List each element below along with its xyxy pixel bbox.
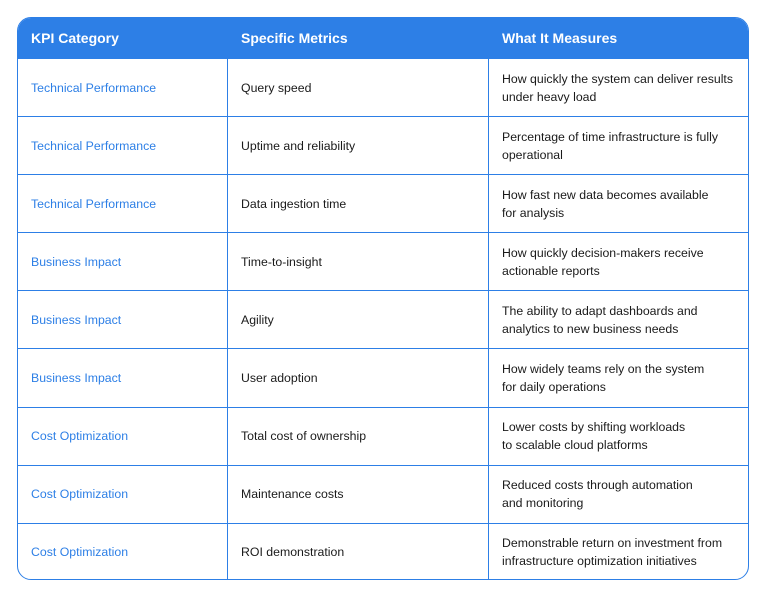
table-row <box>18 290 748 348</box>
measures-cell: The ability to adapt dashboards and analytics to new business needs <box>502 303 698 336</box>
metric-cell: Total cost of ownership <box>228 408 489 465</box>
metric-cell: Uptime and reliability <box>228 117 489 174</box>
header-what-it-measures: What It Measures <box>502 30 618 46</box>
metric-cell: Time-to-insight <box>228 233 489 290</box>
category-cell: Business Impact <box>18 233 228 290</box>
measures-cell: Reduced costs through automation and monitoring <box>502 478 693 511</box>
header-specific-metrics: Specific Metrics <box>241 30 348 46</box>
kpi-table <box>17 17 749 580</box>
table-row <box>18 232 748 290</box>
metric-cell: Query speed <box>228 59 489 116</box>
measures-cell: Demonstrable return on investment from infrastructure optimization initiatives <box>502 536 723 569</box>
measures-cell: Percentage of time infrastructure is fully operational <box>502 129 718 162</box>
category-cell: Business Impact <box>18 349 228 406</box>
table-row <box>18 465 748 523</box>
metric-cell: Agility <box>228 291 489 348</box>
category-cell: Technical Performance <box>18 117 228 174</box>
table-row <box>18 58 748 116</box>
category-cell: Technical Performance <box>18 59 228 116</box>
table-row <box>18 407 748 465</box>
header-kpi-category: KPI Category <box>31 30 119 46</box>
metric-cell: Maintenance costs <box>228 466 489 523</box>
category-cell: Technical Performance <box>18 175 228 232</box>
measures-cell: How widely teams rely on the system for daily operations <box>502 362 705 395</box>
category-cell: Cost Optimization <box>18 466 228 523</box>
measures-cell: How quickly the system can deliver results under heavy load <box>502 71 733 104</box>
table-row <box>18 523 748 580</box>
measures-cell: How quickly decision-makers receive actionable reports <box>502 245 704 278</box>
metric-cell: User adoption <box>228 349 489 406</box>
table-header <box>18 18 748 58</box>
table-row <box>18 116 748 174</box>
metric-cell: Data ingestion time <box>228 175 489 232</box>
category-cell: Business Impact <box>18 291 228 348</box>
metric-cell: ROI demonstration <box>228 524 489 580</box>
table-row <box>18 174 748 232</box>
measures-cell: Lower costs by shifting workloads to scalable cloud platforms <box>502 420 686 453</box>
category-cell: Cost Optimization <box>18 408 228 465</box>
category-cell: Cost Optimization <box>18 524 228 580</box>
measures-cell: How fast new data becomes available for analysis <box>502 187 709 220</box>
table-row <box>18 348 748 406</box>
